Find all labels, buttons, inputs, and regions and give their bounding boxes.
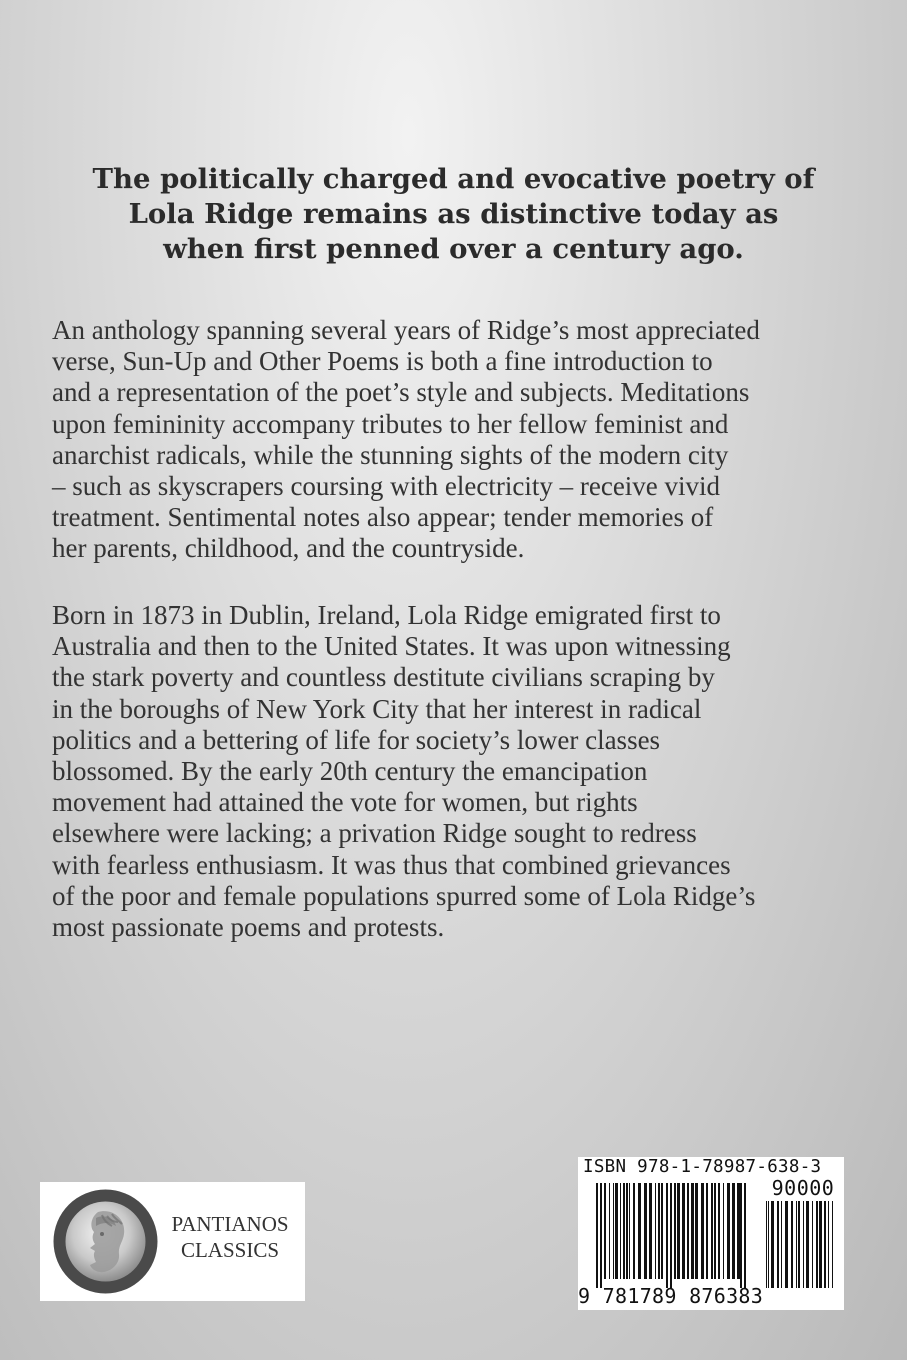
barcode-bar [766, 1201, 767, 1288]
barcode-bar [832, 1201, 833, 1288]
text-line: Australia and then to the United States. It was upon witnessing [52, 631, 731, 662]
text-line: – such as skyscrapers coursing with electricity – receive vivid [52, 471, 721, 502]
publisher-name [160, 1211, 300, 1263]
barcode-bar [714, 1183, 716, 1279]
isbn-barcode [578, 1157, 844, 1310]
barcode-bar [711, 1183, 713, 1279]
barcode-bar [819, 1201, 822, 1288]
barcode-bar [615, 1183, 618, 1279]
barcode-bar [649, 1183, 652, 1279]
text-line: elsewhere were lacking; a privation Ridge sought to redress [52, 818, 697, 849]
barcode-bar [727, 1183, 730, 1279]
barcode-bar [644, 1183, 647, 1279]
barcode-bar [791, 1201, 793, 1288]
barcode-bar [655, 1183, 656, 1279]
text-line: with fearless enthusiasm. It was thus that combined grievances [52, 849, 731, 880]
barcode-bar [691, 1183, 694, 1279]
text-line: movement had attained the vote for women, but rights [52, 787, 638, 818]
barcode-bar [740, 1183, 742, 1288]
barcode-bar [777, 1201, 779, 1288]
publisher-logo [40, 1182, 305, 1301]
text-line: and a representation of the poet’s style and subjects. Meditations [52, 377, 750, 408]
text-line: blossomed. By the early 20th century the emancipation [52, 756, 648, 787]
barcode-bar [806, 1201, 809, 1288]
barcode-bar [638, 1183, 641, 1279]
barcode-bar [781, 1201, 782, 1288]
barcode-bar [623, 1183, 625, 1279]
barcode-bar [604, 1183, 606, 1279]
text-line: anarchist radicals, while the stunning sights of the modern city [52, 439, 729, 470]
description-paragraph-2 [52, 600, 852, 943]
barcode-bar [824, 1201, 826, 1288]
barcode-bar [687, 1183, 689, 1279]
barcode-bar [677, 1183, 680, 1279]
barcode-bar [633, 1183, 635, 1279]
isbn-label: ISBN 978-1-78987-638-3 [583, 1157, 822, 1177]
barcode-bar [682, 1183, 685, 1279]
barcode-bar [626, 1183, 628, 1279]
barcode-bar [661, 1183, 663, 1279]
barcode-bar [613, 1183, 614, 1279]
tagline-line: Lola Ridge remains as distinctive today as [128, 198, 779, 230]
description-paragraph-1 [52, 315, 852, 565]
barcode-bar [629, 1183, 630, 1279]
tagline-line: The politically charged and evocative poetry of [92, 163, 815, 195]
text-line: treatment. Sentimental notes also appear; tender memories of [52, 502, 714, 533]
barcode-bar [674, 1183, 676, 1279]
barcode-bar [620, 1183, 621, 1279]
barcode-bar [706, 1183, 708, 1279]
text-line: in the boroughs of New York City that her interest in radical [52, 693, 702, 724]
text-line: her parents, childhood, and the countryside. [52, 533, 525, 564]
barcode-bar [803, 1201, 804, 1288]
barcode-bar [666, 1183, 668, 1288]
tagline-line: when first penned over a century ago. [163, 233, 744, 265]
barcode-bar [600, 1183, 602, 1288]
barcode-bar [737, 1183, 740, 1279]
coin-medallion-icon [52, 1188, 159, 1295]
barcode-bar [785, 1201, 788, 1288]
barcode-bar [670, 1183, 672, 1288]
barcode-bar [771, 1201, 774, 1288]
barcode-bar [828, 1201, 829, 1288]
price-code: 90000 [771, 1176, 835, 1200]
barcode-bar [718, 1183, 720, 1279]
barcode-bar [768, 1201, 769, 1288]
tagline [60, 162, 847, 267]
barcode-bar [596, 1183, 598, 1288]
text-line: politics and a bettering of life for society’s lower classes [52, 724, 661, 755]
barcode-bar [798, 1201, 800, 1288]
barcode-bar [609, 1183, 610, 1279]
text-line: upon femininity accompany tributes to her fellow feminist and [52, 408, 729, 439]
barcode-bar [732, 1183, 735, 1279]
publisher-name-line1: PANTIANOS [171, 1212, 289, 1236]
text-line: Born in 1873 in Dublin, Ireland, Lola Ridge emigrated first to [52, 600, 721, 630]
text-line: most passionate poems and protests. [52, 912, 445, 943]
barcode-bar [812, 1201, 813, 1288]
barcode-bar [816, 1201, 818, 1288]
barcode-bar [744, 1183, 746, 1288]
text-line: An anthology spanning several years of Ridge’s most appreciated [52, 315, 760, 345]
barcode-bar [701, 1183, 704, 1279]
ean-digits: 9 781789 876383 [578, 1284, 764, 1308]
text-line: of the poor and female populations spurred some of Lola Ridge’s [52, 880, 756, 911]
text-line: the stark poverty and countless destitute civilians scraping by [52, 662, 715, 693]
barcode-bar [658, 1183, 660, 1279]
barcode-bar [695, 1183, 698, 1279]
barcode-bar [723, 1183, 724, 1279]
barcode-bar [796, 1201, 797, 1288]
text-line: verse, Sun-Up and Other Poems is both a fine introduction to [52, 346, 713, 377]
publisher-name-line2: CLASSICS [180, 1238, 280, 1262]
